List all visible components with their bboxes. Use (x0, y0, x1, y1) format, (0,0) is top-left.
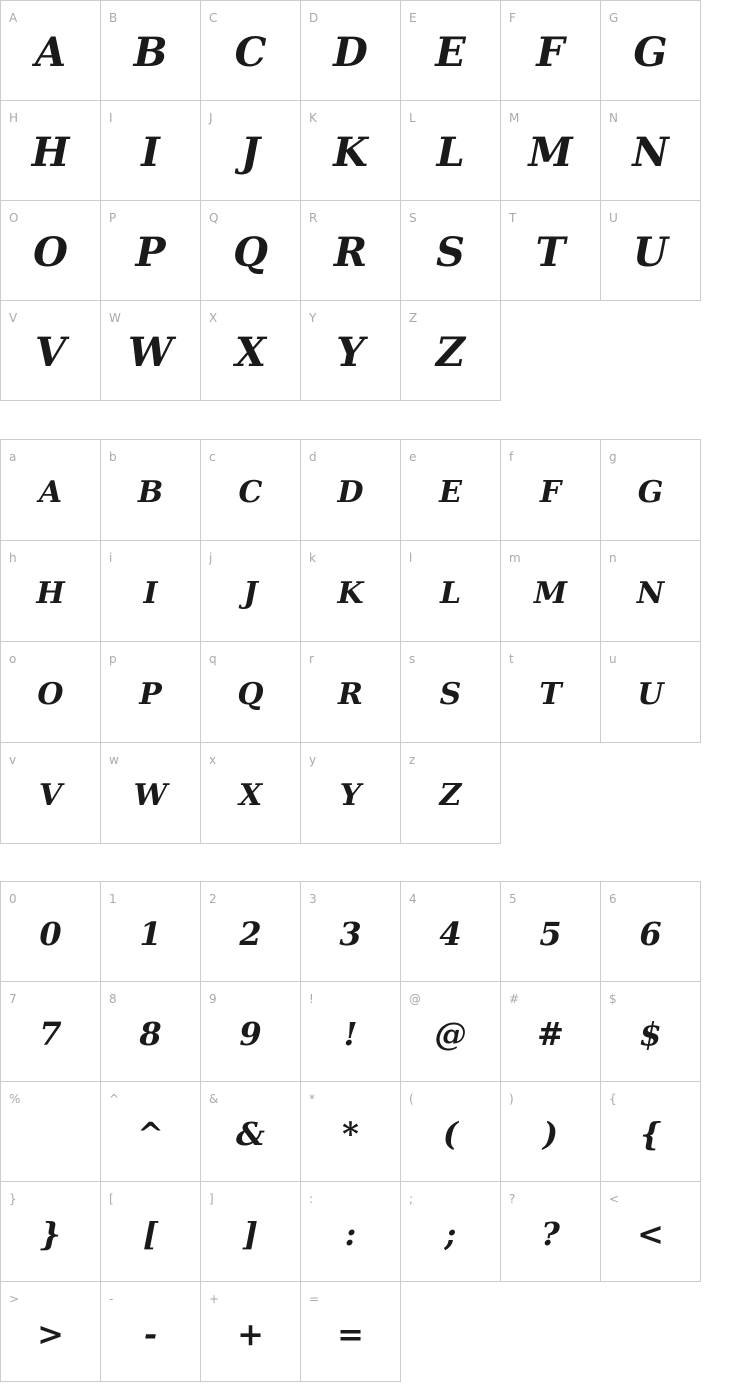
charmap-cell (401, 982, 501, 1082)
charmap-cell (401, 1082, 501, 1182)
cell-label: q (209, 652, 217, 666)
uppercase-charmap-table (0, 0, 701, 401)
cell-glyph: K (333, 129, 368, 176)
charmap-cell (501, 440, 601, 541)
cell-glyph: 4 (439, 914, 462, 953)
charmap-cell (1, 101, 101, 201)
cell-label: } (9, 1192, 17, 1206)
charmap-cell (201, 301, 301, 401)
cell-label: 0 (9, 892, 17, 906)
cell-label: : (309, 1192, 314, 1206)
cell-glyph: 7 (39, 1014, 62, 1053)
charmap-cell (301, 101, 401, 201)
cell-glyph: C (238, 474, 263, 510)
cell-label: A (9, 11, 18, 25)
charmap-cell (301, 1182, 401, 1282)
charmap-cell (301, 301, 401, 401)
charmap-cell (301, 982, 401, 1082)
cell-label: 1 (109, 892, 117, 906)
charmap-cell (101, 1082, 201, 1182)
cell-label: O (9, 211, 19, 225)
cell-glyph: - (143, 1314, 158, 1353)
cell-glyph: F (539, 474, 562, 510)
charmap-cell (601, 882, 701, 982)
cell-glyph: : (344, 1214, 357, 1253)
symbols-charmap-table (0, 881, 701, 1382)
cell-label: = (309, 1292, 320, 1306)
charmap-cell (501, 1182, 601, 1282)
cell-label: t (509, 652, 514, 666)
cell-label: N (609, 111, 618, 125)
charmap-cell (101, 1, 201, 101)
charmap-cell (201, 1282, 301, 1382)
charmap-cell (201, 1082, 301, 1182)
cell-glyph: 8 (139, 1014, 162, 1053)
cell-glyph: ; (444, 1214, 457, 1253)
charmap-cell (501, 541, 601, 642)
cell-label: C (209, 11, 218, 25)
charmap-cell (101, 541, 201, 642)
charmap-cell (401, 1, 501, 101)
cell-glyph: Q (233, 229, 268, 276)
charmap-cell (1, 1, 101, 101)
cell-glyph: ^ (137, 1114, 164, 1153)
cell-glyph: M (528, 129, 573, 176)
cell-glyph: + (237, 1314, 264, 1353)
cell-glyph: O (37, 676, 64, 712)
charmap-cell (1, 541, 101, 642)
cell-glyph: D (337, 474, 364, 510)
cell-label: [ (109, 1192, 114, 1206)
cell-glyph: R (338, 676, 363, 712)
charmap-cell (101, 101, 201, 201)
cell-glyph: I (141, 129, 160, 176)
cell-label: $ (609, 992, 617, 1006)
charmap-cell (301, 882, 401, 982)
cell-label: h (9, 551, 17, 565)
charmap-cell (201, 882, 301, 982)
cell-label: u (609, 652, 617, 666)
cell-label: E (409, 11, 417, 25)
charmap-cell (501, 882, 601, 982)
charmap-cell (401, 541, 501, 642)
cell-glyph: Z (439, 777, 462, 813)
cell-label: K (309, 111, 317, 125)
cell-label: Q (209, 211, 219, 225)
cell-glyph: 6 (639, 914, 662, 953)
charmap-cell (501, 642, 601, 743)
cell-label: S (409, 211, 417, 225)
cell-label: 7 (9, 992, 17, 1006)
charmap-cell (401, 101, 501, 201)
cell-glyph: $ (639, 1014, 662, 1053)
cell-glyph: 1 (139, 914, 162, 953)
cell-label: ) (509, 1092, 514, 1106)
cell-label: X (209, 311, 218, 325)
cell-glyph: J (241, 129, 260, 176)
charmap-cell (101, 1182, 201, 1282)
cell-label: > (9, 1292, 20, 1306)
charmap-cell (301, 201, 401, 301)
cell-glyph: 5 (539, 914, 562, 953)
cell-label: I (109, 111, 113, 125)
cell-label: U (609, 211, 618, 225)
cell-glyph: B (137, 474, 164, 510)
cell-glyph: P (135, 229, 166, 276)
cell-label: ( (409, 1092, 414, 1106)
charmap-cell (201, 1182, 301, 1282)
charmap-cell (401, 882, 501, 982)
cell-label: 6 (609, 892, 617, 906)
cell-glyph: ! (343, 1014, 358, 1053)
cell-glyph: G (637, 474, 664, 510)
cell-label: e (409, 450, 417, 464)
cell-label: 3 (309, 892, 317, 906)
cell-glyph: { (640, 1114, 661, 1153)
charmap-cell (101, 743, 201, 844)
charmap-cell (401, 642, 501, 743)
charmap-cell (101, 642, 201, 743)
charmap-cell (201, 440, 301, 541)
cell-glyph: B (133, 29, 168, 76)
cell-label: f (509, 450, 514, 464)
cell-label: 4 (409, 892, 417, 906)
cell-glyph: ( (442, 1114, 459, 1153)
cell-label: w (109, 753, 119, 767)
charmap-cell (301, 1082, 401, 1182)
charmap-cell (301, 743, 401, 844)
charmap-cell (1, 1182, 101, 1282)
cell-label: g (609, 450, 617, 464)
cell-label: < (609, 1192, 620, 1206)
cell-glyph: E (435, 29, 466, 76)
cell-label: s (409, 652, 416, 666)
cell-glyph: X (238, 777, 263, 813)
cell-glyph: G (633, 29, 668, 76)
cell-label: x (209, 753, 217, 767)
cell-label: ] (209, 1192, 214, 1206)
charmap-cell (501, 982, 601, 1082)
charmap-cell (501, 101, 601, 201)
cell-label: % (9, 1092, 21, 1106)
cell-label: l (409, 551, 413, 565)
cell-label: J (209, 111, 213, 125)
charmap-cell (601, 642, 701, 743)
cell-glyph: C (234, 29, 267, 76)
cell-label: + (209, 1292, 220, 1306)
charmap-cell (301, 440, 401, 541)
charmap-cell (101, 440, 201, 541)
cell-label: & (209, 1092, 219, 1106)
charmap-cell (201, 743, 301, 844)
charmap-cell (101, 882, 201, 982)
cell-label: v (9, 753, 17, 767)
cell-glyph: & (236, 1114, 265, 1153)
cell-label: F (509, 11, 516, 25)
charmap-cell (201, 541, 301, 642)
charmap-cell (1, 882, 101, 982)
charmap-cell (301, 541, 401, 642)
cell-glyph: M (533, 575, 568, 611)
cell-label: @ (409, 992, 421, 1006)
charmap-cell (1, 440, 101, 541)
cell-label: ! (309, 992, 314, 1006)
cell-glyph: Z (435, 329, 466, 376)
cell-glyph: Q (237, 676, 264, 712)
charmap-cell (601, 1, 701, 101)
cell-label: Z (409, 311, 418, 325)
cell-glyph: U (633, 229, 668, 276)
charmap-cell (601, 1182, 701, 1282)
cell-glyph: N (636, 575, 665, 611)
charmap-cell (501, 201, 601, 301)
charmap-cell (601, 201, 701, 301)
charmap-cell (401, 440, 501, 541)
cell-label: 2 (209, 892, 217, 906)
cell-label: M (509, 111, 520, 125)
cell-label: { (609, 1092, 617, 1106)
charmap-cell (1, 1082, 101, 1182)
cell-glyph: P (139, 676, 162, 712)
cell-label: ^ (109, 1092, 120, 1106)
cell-label: - (109, 1292, 114, 1306)
cell-label: V (9, 311, 18, 325)
cell-glyph: U (637, 676, 664, 712)
cell-glyph: L (439, 575, 462, 611)
charmap-cell (401, 301, 501, 401)
cell-glyph: @ (434, 1014, 467, 1053)
cell-glyph: F (536, 29, 565, 76)
charmap-cell (301, 1, 401, 101)
cell-glyph: N (632, 129, 669, 176)
cell-label: P (109, 211, 117, 225)
cell-label: m (509, 551, 521, 565)
cell-glyph: * (342, 1114, 359, 1153)
charmap-cell (1, 301, 101, 401)
cell-glyph: ] (242, 1214, 259, 1253)
charmap-cell (601, 440, 701, 541)
cell-label: o (9, 652, 17, 666)
cell-label: ; (409, 1192, 414, 1206)
charmap-cell (401, 201, 501, 301)
charmap-cell (201, 1, 301, 101)
charmap-cell (601, 1082, 701, 1182)
cell-glyph: O (33, 229, 68, 276)
cell-glyph: 2 (239, 914, 262, 953)
cell-glyph: = (337, 1314, 364, 1353)
cell-glyph: # (537, 1014, 564, 1053)
cell-glyph: I (143, 575, 158, 611)
lowercase-charmap-table (0, 439, 701, 844)
charmap-cell (401, 1182, 501, 1282)
cell-glyph: T (539, 676, 562, 712)
cell-label: b (109, 450, 117, 464)
cell-glyph: V (38, 777, 63, 813)
cell-label: G (609, 11, 619, 25)
charmap-cell (501, 1, 601, 101)
charmap-cell (101, 201, 201, 301)
cell-label: H (9, 111, 19, 125)
charmap-cell (1, 1282, 101, 1382)
charmap-cell (1, 743, 101, 844)
cell-label: 8 (109, 992, 117, 1006)
cell-glyph: 3 (339, 914, 362, 953)
cell-glyph: Y (336, 329, 365, 376)
charmap-cell (101, 1282, 201, 1382)
charmap-cell (201, 101, 301, 201)
cell-glyph: W (128, 329, 173, 376)
cell-glyph: A (38, 474, 63, 510)
cell-glyph: 9 (239, 1014, 262, 1053)
cell-label: ? (509, 1192, 516, 1206)
cell-label: i (109, 551, 113, 565)
charmap-cell (101, 982, 201, 1082)
cell-label: D (309, 11, 319, 25)
cell-glyph: } (40, 1214, 61, 1253)
cell-glyph: J (243, 575, 258, 611)
cell-label: j (209, 551, 213, 565)
cell-glyph: ? (541, 1214, 560, 1253)
cell-label: a (9, 450, 17, 464)
cell-glyph: S (436, 229, 465, 276)
charmap-cell (101, 301, 201, 401)
cell-glyph: L (436, 129, 465, 176)
cell-label: n (609, 551, 617, 565)
charmap-cell (601, 982, 701, 1082)
charmap-cell (201, 642, 301, 743)
cell-label: r (309, 652, 314, 666)
cell-glyph: ) (542, 1114, 559, 1153)
cell-label: c (209, 450, 216, 464)
cell-glyph: W (133, 777, 168, 813)
charmap-cell (1, 201, 101, 301)
cell-glyph: X (234, 329, 267, 376)
cell-glyph: R (333, 229, 368, 276)
cell-glyph: [ (142, 1214, 159, 1253)
cell-label: p (109, 652, 117, 666)
cell-glyph: K (337, 575, 364, 611)
cell-label: k (309, 551, 316, 565)
cell-label: W (109, 311, 121, 325)
charmap-cell (601, 101, 701, 201)
charmap-cell (201, 982, 301, 1082)
cell-glyph: 0 (39, 914, 62, 953)
charmap-cell (201, 201, 301, 301)
cell-glyph: Y (339, 777, 362, 813)
cell-label: 9 (209, 992, 217, 1006)
cell-glyph: A (34, 29, 67, 76)
charmap-cell (401, 743, 501, 844)
cell-label: d (309, 450, 317, 464)
charmap-cell (1, 642, 101, 743)
charmap-cell (601, 541, 701, 642)
cell-glyph: S (439, 676, 462, 712)
cell-label: z (409, 753, 416, 767)
cell-label: T (509, 211, 517, 225)
cell-glyph: H (31, 129, 70, 176)
cell-label: * (309, 1092, 315, 1106)
cell-glyph: H (36, 575, 65, 611)
cell-label: Y (309, 311, 317, 325)
charmap-cell (301, 1282, 401, 1382)
cell-label: R (309, 211, 318, 225)
charmap-cell (1, 982, 101, 1082)
cell-label: # (509, 992, 520, 1006)
cell-glyph: E (439, 474, 462, 510)
cell-glyph: > (37, 1314, 64, 1353)
cell-glyph: < (637, 1214, 664, 1253)
cell-label: y (309, 753, 317, 767)
charmap-cell (301, 642, 401, 743)
cell-label: L (409, 111, 416, 125)
cell-label: 5 (509, 892, 517, 906)
cell-glyph: T (535, 229, 566, 276)
cell-glyph: V (34, 329, 67, 376)
cell-glyph: D (333, 29, 368, 76)
charmap-cell (501, 1082, 601, 1182)
cell-label: B (109, 11, 118, 25)
